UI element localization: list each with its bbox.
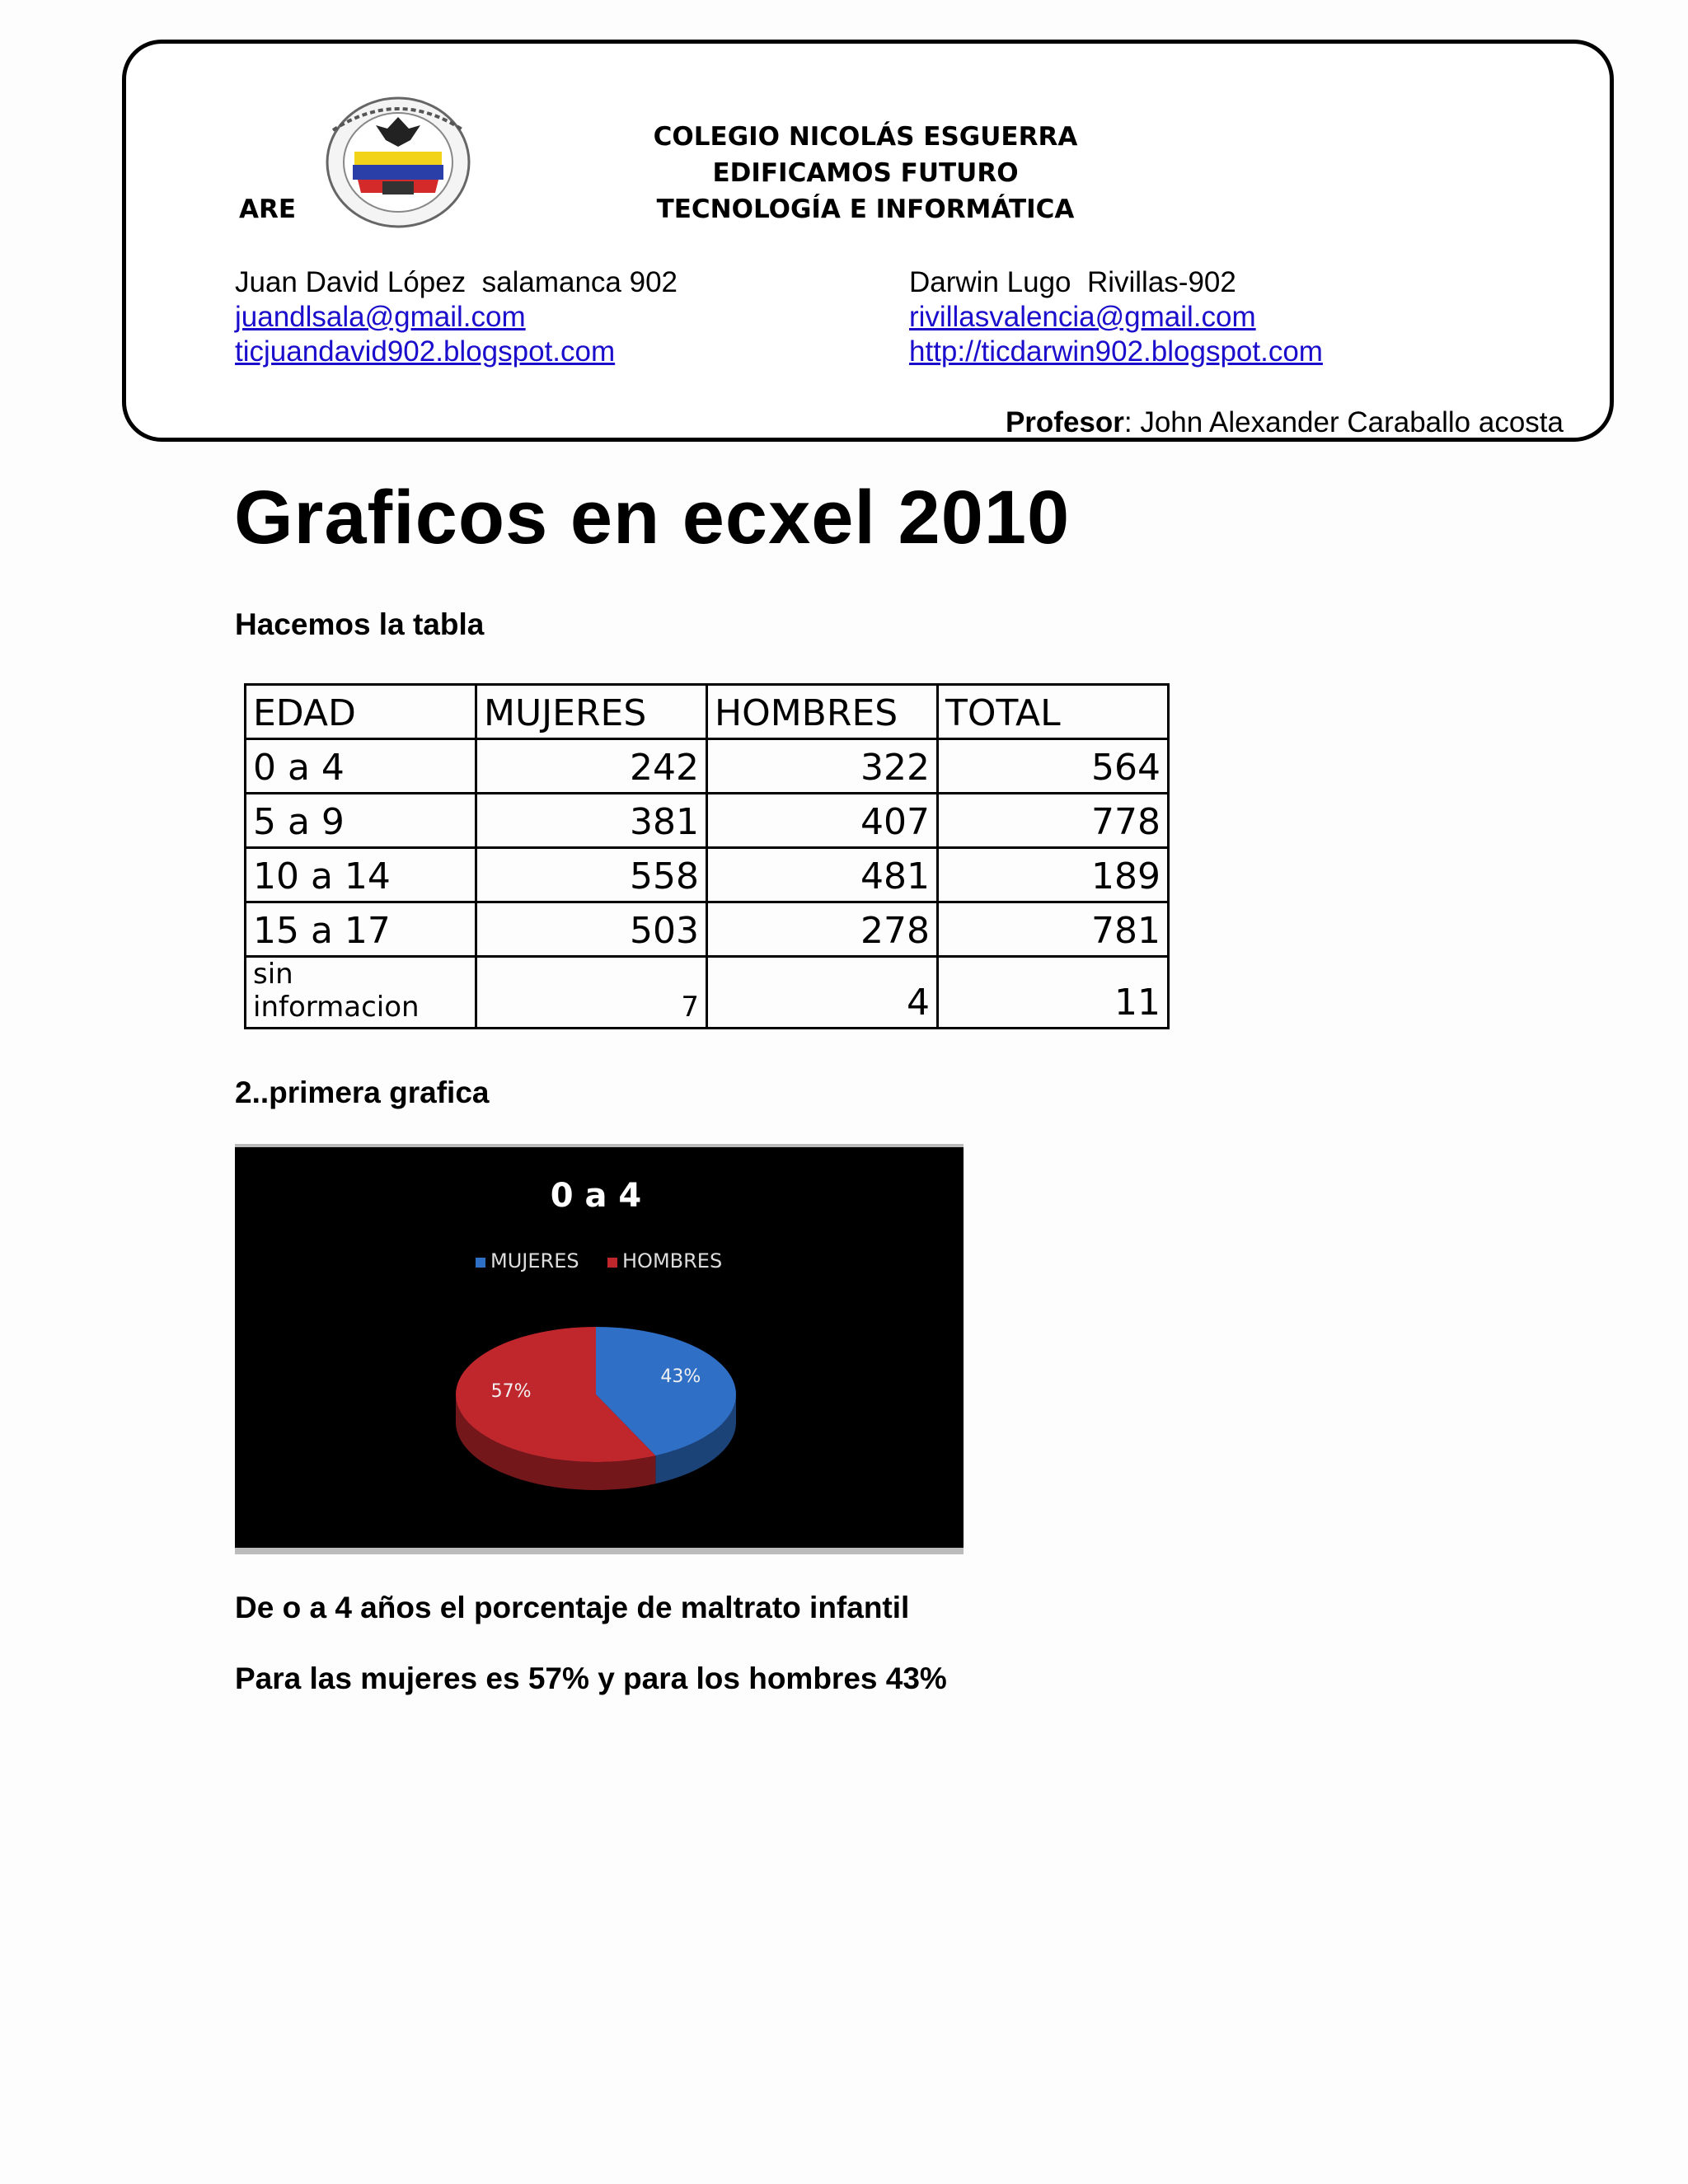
pie-group bbox=[456, 1327, 736, 1490]
data-table bbox=[244, 683, 1170, 1029]
table-row bbox=[246, 848, 1169, 902]
table-header-cell: MUJERES bbox=[476, 685, 707, 739]
student-2-info bbox=[909, 265, 1323, 369]
profesor-line bbox=[1006, 406, 1564, 439]
table-header-cell: EDAD bbox=[246, 685, 476, 739]
table-cell: 15 a 17 bbox=[246, 902, 476, 957]
legend-swatch-hombres bbox=[607, 1258, 617, 1268]
table-cell: 778 bbox=[938, 794, 1169, 848]
chart-title: 0 a 4 bbox=[550, 1177, 642, 1215]
profesor-label: Profesor bbox=[1005, 406, 1124, 438]
table-cell: 481 bbox=[707, 848, 938, 902]
pie-chart-svg bbox=[235, 1147, 957, 1548]
chart-legend bbox=[476, 1249, 722, 1272]
paragraph-2: Para las mujeres es 57% y para los hombres 43% bbox=[235, 1661, 947, 1695]
table-cell: 4 bbox=[707, 957, 938, 1029]
table-cell: 503 bbox=[476, 902, 707, 957]
table-row bbox=[246, 957, 1169, 1029]
legend-label-mujeres: MUJERES bbox=[490, 1249, 579, 1272]
table-cell: 189 bbox=[938, 848, 1169, 902]
table-cell: 781 bbox=[938, 902, 1169, 957]
table-cell: 407 bbox=[707, 794, 938, 848]
table-cell: 322 bbox=[707, 739, 938, 794]
student-1-blog-link[interactable]: ticjuandavid902.blogspot.com bbox=[235, 335, 616, 368]
student-2-name: Darwin Lugo Rivillas-902 bbox=[909, 266, 1236, 298]
are-label: ARE bbox=[239, 194, 297, 224]
table-row bbox=[246, 794, 1169, 848]
school-header bbox=[651, 119, 1080, 227]
student-1-name: Juan David López salamanca 902 bbox=[235, 266, 678, 298]
student-1-email-link[interactable]: juandlsala@gmail.com bbox=[235, 301, 526, 333]
table-header-cell: HOMBRES bbox=[707, 685, 938, 739]
table-cell: 558 bbox=[476, 848, 707, 902]
section-heading-chart: 2..primera grafica bbox=[235, 1076, 490, 1109]
table-row bbox=[246, 739, 1169, 794]
table-cell: 5 a 9 bbox=[246, 794, 476, 848]
pie-data-label-mujeres: 43% bbox=[660, 1366, 701, 1388]
table-cell: 381 bbox=[476, 794, 707, 848]
legend-swatch-mujeres bbox=[476, 1258, 485, 1268]
table-cell: 0 a 4 bbox=[246, 739, 476, 794]
student-2-blog-link[interactable]: http://ticdarwin902.blogspot.com bbox=[909, 335, 1323, 368]
table-header-cell: TOTAL bbox=[938, 685, 1169, 739]
student-1-info bbox=[235, 265, 678, 369]
pie-chart bbox=[235, 1144, 964, 1554]
subject-name: TECNOLOGÍA E INFORMÁTICA bbox=[656, 194, 1075, 224]
table-cell: sin informacion bbox=[246, 957, 476, 1029]
table-cell: 10 a 14 bbox=[246, 848, 476, 902]
table-cell: 242 bbox=[476, 739, 707, 794]
paragraph-1: De o a 4 años el porcentaje de maltrato infantil bbox=[235, 1591, 910, 1624]
table-cell: 564 bbox=[938, 739, 1169, 794]
school-name: COLEGIO NICOLÁS ESGUERRA bbox=[653, 122, 1078, 152]
pie-data-label-hombres: 57% bbox=[490, 1380, 532, 1402]
table-cell: 7 bbox=[476, 957, 707, 1029]
legend-label-hombres: HOMBRES bbox=[622, 1249, 723, 1272]
section-heading-table: Hacemos la tabla bbox=[235, 607, 485, 641]
table-cell: 11 bbox=[938, 957, 1169, 1029]
school-motto: EDIFICAMOS FUTURO bbox=[712, 158, 1019, 188]
profesor-name: : John Alexander Caraballo acosta bbox=[1123, 406, 1564, 438]
school-crest-logo bbox=[321, 92, 475, 232]
table-cell: 278 bbox=[707, 902, 938, 957]
table-row bbox=[246, 902, 1169, 957]
table-header-row bbox=[246, 685, 1169, 739]
student-2-email-link[interactable]: rivillasvalencia@gmail.com bbox=[909, 301, 1256, 333]
document-title: Graficos en ecxel 2010 bbox=[234, 476, 1071, 560]
